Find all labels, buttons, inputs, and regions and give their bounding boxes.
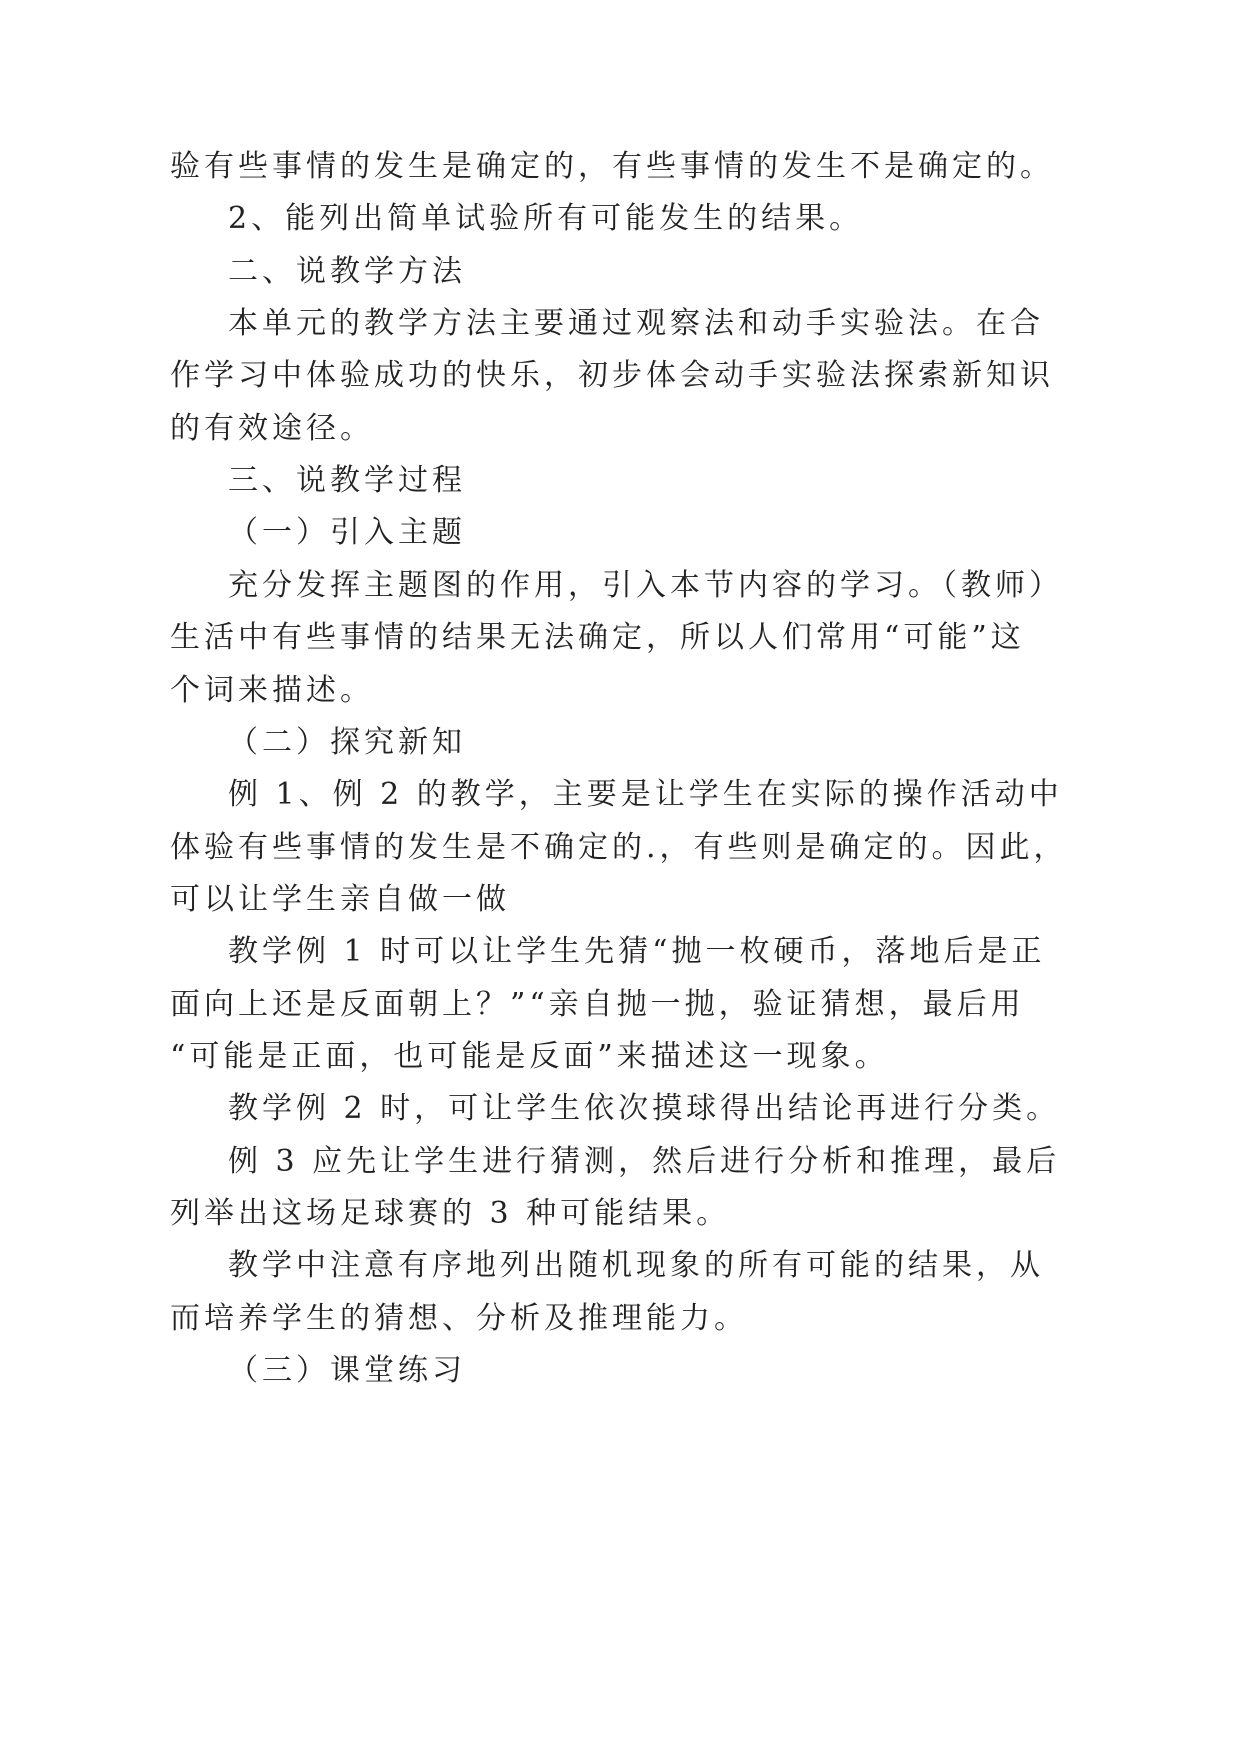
subsection-heading: （三）课堂练习 — [228, 1353, 466, 1388]
text-line: 教学中注意有序地列出随机现象的所有可能的结果，从 — [228, 1248, 1044, 1283]
text-line: 个词来描述。 — [170, 673, 374, 708]
subsection-heading: （一）引入主题 — [228, 515, 466, 550]
text-line: 例 1、例 2 的教学，主要是让学生在实际的操作活动中 — [228, 777, 1063, 812]
text-line: 2、能列出简单试验所有可能发生的结果。 — [228, 201, 864, 236]
text-line: 生活中有些事情的结果无法确定，所以人们常用“可能”这 — [170, 620, 1025, 655]
text-line: 教学例 2 时，可让学生依次摸球得出结论再进行分类。 — [228, 1091, 1061, 1126]
text-line: 的有效途径。 — [170, 411, 374, 446]
text-line: “可能是正面，也可能是反面”来描述这一现象。 — [170, 1039, 889, 1074]
text-line: 列举出这场足球赛的 3 种可能结果。 — [170, 1196, 731, 1231]
text-line: 例 3 应先让学生进行猜测，然后进行分析和推理，最后 — [228, 1144, 1061, 1179]
text-line: 验有些事情的发生是确定的，有些事情的发生不是确定的。 — [170, 149, 1054, 184]
section-heading: 二、说教学方法 — [228, 254, 466, 289]
text-line: 充分发挥主题图的作用，引入本节内容的学习。（教师） — [228, 568, 1063, 603]
section-heading: 三、说教学过程 — [228, 463, 466, 498]
text-line: 而培养学生的猜想、分析及推理能力。 — [170, 1301, 748, 1336]
subsection-heading: （二）探究新知 — [228, 725, 466, 760]
text-line: 作学习中体验成功的快乐，初步体会动手实验法探索新知识 — [170, 358, 1054, 393]
text-line: 可以让学生亲自做一做 — [170, 882, 510, 917]
text-line: 体验有些事情的发生是不确定的.，有些则是确定的。因此， — [170, 830, 1068, 865]
text-line: 教学例 1 时可以让学生先猜“抛一枚硬币，落地后是正 — [228, 934, 1046, 969]
text-line: 本单元的教学方法主要通过观察法和动手实验法。在合 — [228, 306, 1044, 341]
text-line: 面向上还是反面朝上？”“亲自抛一抛，验证猜想，最后用 — [170, 987, 1025, 1022]
